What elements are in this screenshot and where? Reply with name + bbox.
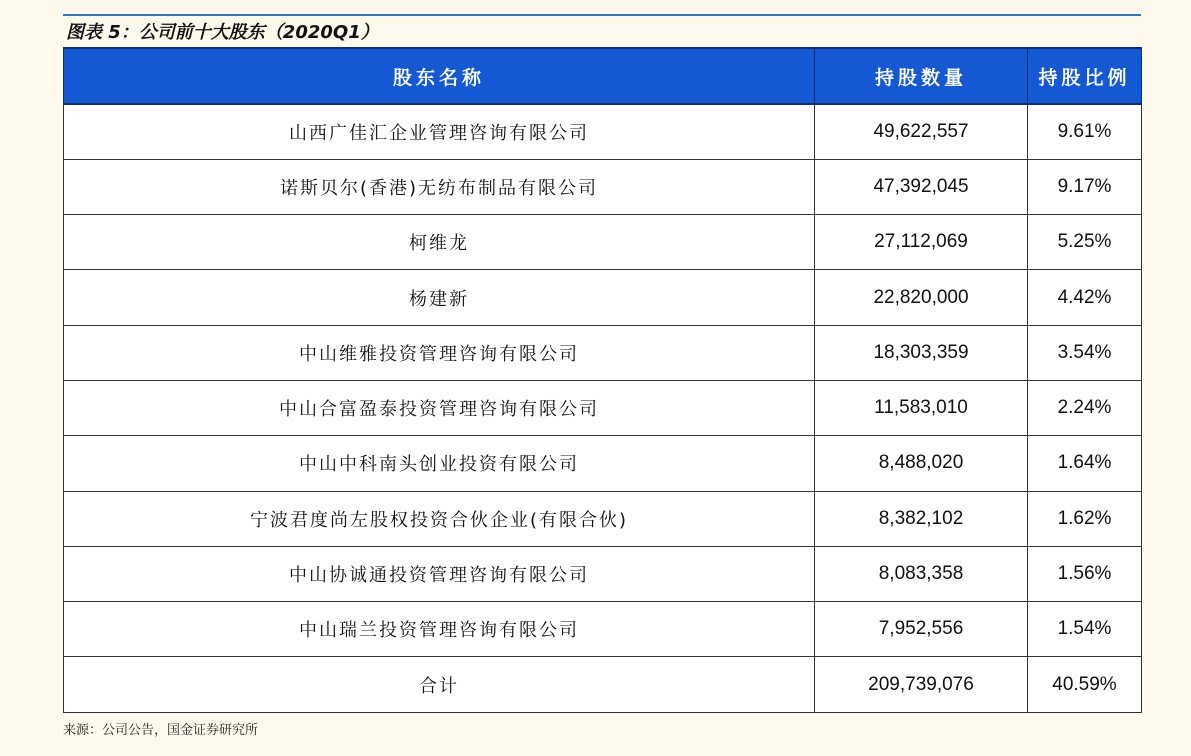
table-row bbox=[64, 270, 1142, 325]
table-row bbox=[64, 325, 1142, 380]
shareholder-name-cell: 中山维雅投资管理咨询有限公司 bbox=[64, 325, 815, 380]
share-ratio-cell: 9.61% bbox=[1028, 104, 1142, 159]
shareholder-name-cell: 柯维龙 bbox=[64, 215, 815, 270]
share-count-cell: 8,488,020 bbox=[815, 436, 1028, 491]
page-title: 图表 5：公司前十大股东（2020Q1） bbox=[66, 22, 379, 43]
table-row bbox=[64, 436, 1142, 491]
share-ratio-cell: 5.25% bbox=[1028, 215, 1142, 270]
share-count-cell: 8,382,102 bbox=[815, 491, 1028, 546]
table-row bbox=[64, 104, 1142, 159]
header-share-ratio: 持股比例 bbox=[1028, 48, 1142, 104]
table-row bbox=[64, 215, 1142, 270]
shareholder-table-wrapper bbox=[63, 47, 1141, 713]
share-ratio-cell: 9.17% bbox=[1028, 159, 1142, 214]
share-ratio-cell: 1.64% bbox=[1028, 436, 1142, 491]
share-count-cell: 22,820,000 bbox=[815, 270, 1028, 325]
share-ratio-cell: 1.54% bbox=[1028, 602, 1142, 657]
share-count-cell: 18,303,359 bbox=[815, 325, 1028, 380]
shareholder-name-cell: 诺斯贝尔(香港)无纺布制品有限公司 bbox=[64, 159, 815, 214]
share-count-cell: 7,952,556 bbox=[815, 602, 1028, 657]
top-rule bbox=[63, 14, 1141, 16]
share-count-cell: 47,392,045 bbox=[815, 159, 1028, 214]
table-row bbox=[64, 546, 1142, 601]
shareholder-name-cell: 中山中科南头创业投资有限公司 bbox=[64, 436, 815, 491]
share-count-cell: 8,083,358 bbox=[815, 546, 1028, 601]
share-ratio-cell: 4.42% bbox=[1028, 270, 1142, 325]
share-ratio-cell: 3.54% bbox=[1028, 325, 1142, 380]
table-row bbox=[64, 602, 1142, 657]
total-label-cell: 合计 bbox=[64, 657, 815, 712]
share-ratio-cell: 1.62% bbox=[1028, 491, 1142, 546]
source-note: 来源：公司公告，国金证券研究所 bbox=[63, 723, 259, 738]
header-shareholder-name: 股东名称 bbox=[64, 48, 815, 104]
shareholder-name-cell: 杨建新 bbox=[64, 270, 815, 325]
shareholder-name-cell: 山西广佳汇企业管理咨询有限公司 bbox=[64, 104, 815, 159]
share-count-cell: 27,112,069 bbox=[815, 215, 1028, 270]
shareholder-name-cell: 中山协诚通投资管理咨询有限公司 bbox=[64, 546, 815, 601]
share-ratio-cell: 2.24% bbox=[1028, 380, 1142, 435]
table-header-row bbox=[64, 48, 1142, 104]
shareholder-name-cell: 中山瑞兰投资管理咨询有限公司 bbox=[64, 602, 815, 657]
shareholder-name-cell: 宁波君度尚左股权投资合伙企业(有限合伙) bbox=[64, 491, 815, 546]
total-share-ratio-cell: 40.59% bbox=[1028, 657, 1142, 712]
share-ratio-cell: 1.56% bbox=[1028, 546, 1142, 601]
table-row bbox=[64, 491, 1142, 546]
share-count-cell: 49,622,557 bbox=[815, 104, 1028, 159]
table-row bbox=[64, 380, 1142, 435]
total-share-count-cell: 209,739,076 bbox=[815, 657, 1028, 712]
table-total-row bbox=[64, 657, 1142, 712]
table-row bbox=[64, 159, 1142, 214]
shareholder-name-cell: 中山合富盈泰投资管理咨询有限公司 bbox=[64, 380, 815, 435]
share-count-cell: 11,583,010 bbox=[815, 380, 1028, 435]
header-share-count: 持股数量 bbox=[815, 48, 1028, 104]
shareholder-table bbox=[63, 47, 1142, 713]
